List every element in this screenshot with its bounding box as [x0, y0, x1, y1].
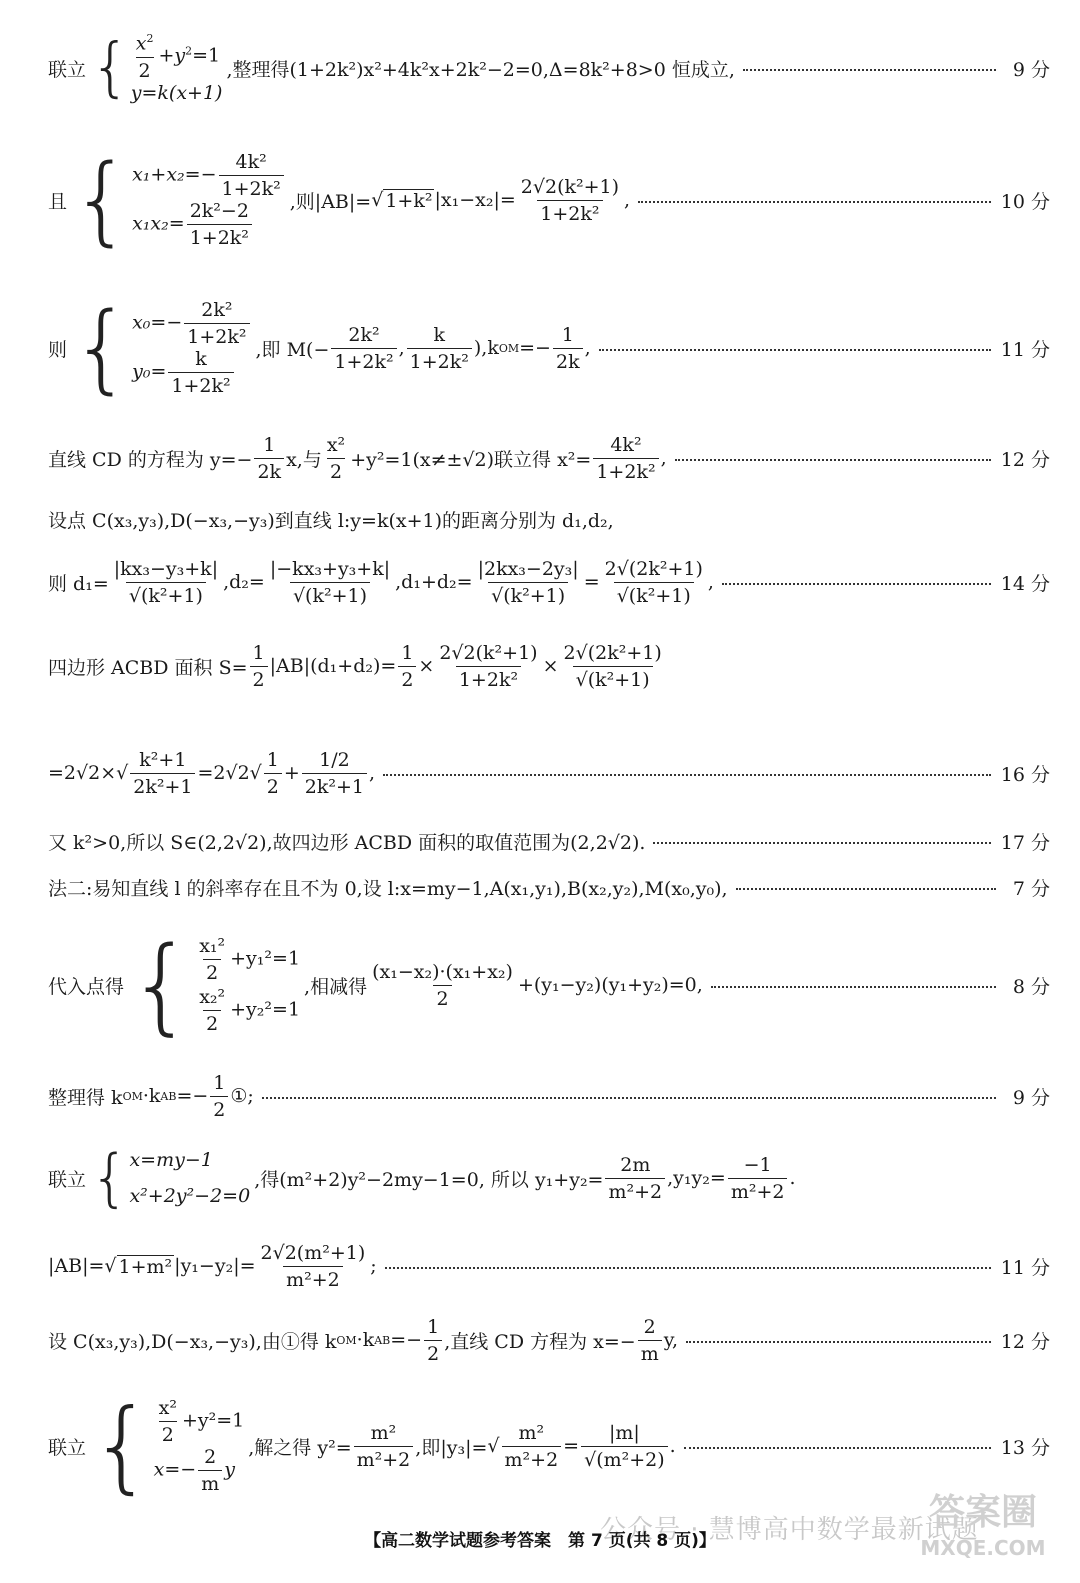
equation-system: { x=my−1 x²+2y²−2=0 [90, 1141, 251, 1214]
solution-line-11: 代入点得 { $\frac{\text{x₁²}}{2}$ +y₁²=1 $\frac{\text{x₂²}}{2}$ +y₂²=1 ,相减得 $\frac{\text{(x₁−x₂)·(x₁+x₂)}}{2}$ +(y₁−y₂)(y₁+y₂)=0, 8 分 [48, 924, 1050, 1046]
solution-line-8: =2√2×√ $\frac{\text{k²+1}}{\text{2k²+1}}$ =2√2√ $\frac{1}{2}$ + $\frac{1/2}{\text{2k²+1}}$ , 16 分 [48, 748, 1050, 798]
equation-system: { $\frac{x^2}{2}$ $+y^2=1$ y=k(x+1) [90, 30, 223, 105]
solution-line-6: 则 d₁= $\frac{\text{|kx₃−y₃+k|}}{\text{√(k²+1)}}$ ,d₂= $\frac{\text{|−kx₃+y₃+k|}}{\text{√(k²+1)}}$ ,d₁+d₂= $\frac{\text{|2kx₃−2y₃|}}{\text{√(k²+1)}}$ = $\frac{\text{2√(2k²+1)}}{\text{√(k²+1)}}$ , 14 分 [48, 557, 1050, 607]
watermark-text: 公众号 · 慧博高中数学最新试题 [600, 1515, 979, 1545]
solution-line-10: 法二:易知直线 l 的斜率存在且不为 0,设 l:x=my−1,A(x₁,y₁),B(x₂,y₂),M(x₀,y₀), 7 分 [48, 872, 1050, 902]
solution-line-5: 设点 C(x₃,y₃),D(−x₃,−y₃)到直线 l:y=k(x+1)的距离分别为 d₁,d₂, [48, 509, 614, 532]
score-label: 9 分 [1012, 1086, 1050, 1109]
score-label: 13 分 [1000, 1436, 1050, 1459]
score-label: 8 分 [1012, 975, 1050, 998]
score-label: 12 分 [1000, 448, 1050, 471]
solution-line-1 [48, 28, 1050, 108]
page-footer: 【高二数学试题参考答案 第 7 页(共 8 页)】 [364, 1531, 716, 1551]
score-label: 11 分 [1000, 1256, 1050, 1279]
equation-text: ,整理得(1+2k²)x²+4k²x+2k²−2=0,Δ=8k²+8>0 恒成立, [226, 58, 735, 81]
site-stamp-logo: 答案圈 MXQE.COM [920, 1492, 1046, 1560]
score-label: 17 分 [1000, 831, 1050, 854]
solution-line-7: 四边形 ACBD 面积 S= $\frac{1}{2}$ |AB|(d₁+d₂)= $\frac{1}{2}$ × $\frac{\text{2√2(k²+1)}}{\text{1+2k²}}$ × $\frac{\text{2√(2k²+1)}}{\text{√(k²+1)}}$ [48, 641, 662, 691]
solution-line-4: 直线 CD 的方程为 y=− $\frac{1}{2k}$ x,与 $\frac{\text{x²}}{2}$ +y²=1(x≠±√2)联立得 x²= $\frac{\text{4k²}}{\text{1+2k²}}$ , 12 分 [48, 433, 1050, 483]
score-label: 11 分 [1000, 338, 1050, 361]
equation-system: { x₁+x₂=− $\frac{\text{4k²}}{\text{1+2k²}}$ x₁x₂= $\frac{\text{2k²−2}}{\text{1+2k²}}$ [71, 149, 286, 251]
solution-line-16: 联立 { $\frac{\text{x²}}{2}$ +y²=1 x=− $\frac{2}{m}$ y ,解之得 y²= $\frac{\text{m²}}{\text{m²+2}}$ ,即|y₃|= √ $\frac{\text{m²}}{\text{m²+2}}$ = $\frac{|m|}{\text{√(m²+2)}}$ . 13 分 [48, 1387, 1050, 1504]
score-label: 10 分 [1000, 190, 1050, 213]
lead-text: 联立 [48, 58, 87, 81]
solution-line-13: 联立 { x=my−1 x²+2y²−2=0 ,得(m²+2)y²−2my−1=0, 所以 y₁+y₂= $\frac{2m}{\text{m²+2}}$ ,y₁y₂= $\frac{-1}{\text{m²+2}}$ . [48, 1141, 796, 1214]
score-label: 9 分 [1012, 58, 1050, 81]
score-label: 7 分 [1012, 877, 1050, 900]
score-label: 14 分 [1000, 572, 1050, 595]
solution-line-2: 且 { x₁+x₂=− $\frac{\text{4k²}}{\text{1+2k²}}$ x₁x₂= $\frac{\text{2k²−2}}{\text{1+2k²}}$ ,则|AB|= √ 1+k² |x₁−x₂|= $\frac{\text{2√2(k²+1)}}{\text{1+2k²}}$ , 10 分 [48, 144, 1050, 256]
equation-system: { x₀=− $\frac{\text{2k²}}{\text{1+2k²}}$ y₀= $\frac{k}{\text{1+2k²}}$ [71, 297, 251, 399]
leader-dots [743, 69, 996, 71]
score-label: 16 分 [1000, 763, 1050, 786]
score-label: 12 分 [1000, 1330, 1050, 1353]
solution-line-12: 整理得 k OM ·k AB =− $\frac{1}{2}$ ①; 9 分 [48, 1071, 1050, 1121]
solution-line-3: 则 { x₀=− $\frac{\text{2k²}}{\text{1+2k²}}$ y₀= $\frac{k}{\text{1+2k²}}$ ,即 M(− $\frac{\text{2k²}}{\text{1+2k²}}$ , $\frac{k}{\text{1+2k²}}$ ),k OM =− $\frac{1}{2k}$ , 11 分 [48, 292, 1050, 404]
solution-line-14: |AB|= √ 1+m² |y₁−y₂|= $\frac{\text{2√2(m²+1)}}{\text{m²+2}}$ ; 11 分 [48, 1241, 1050, 1291]
solution-line-15: 设 C(x₃,y₃),D(−x₃,−y₃),由①得 k OM ·k AB =− $\frac{1}{2}$ ,直线 CD 方程为 x=− $\frac{2}{m}$ y, 12 分 [48, 1315, 1050, 1365]
solution-line-9: 又 k²>0,所以 S∈(2,2√2),故四边形 ACBD 面积的取值范围为(2,2√2). 17 分 [48, 826, 1050, 856]
equation-system: { $\frac{\text{x²}}{2}$ +y²=1 x=− $\frac{2}{m}$ y [90, 1387, 245, 1504]
equation-system: { $\frac{\text{x₁²}}{2}$ +y₁²=1 $\frac{\text{x₂²}}{2}$ +y₂²=1 [128, 924, 301, 1046]
